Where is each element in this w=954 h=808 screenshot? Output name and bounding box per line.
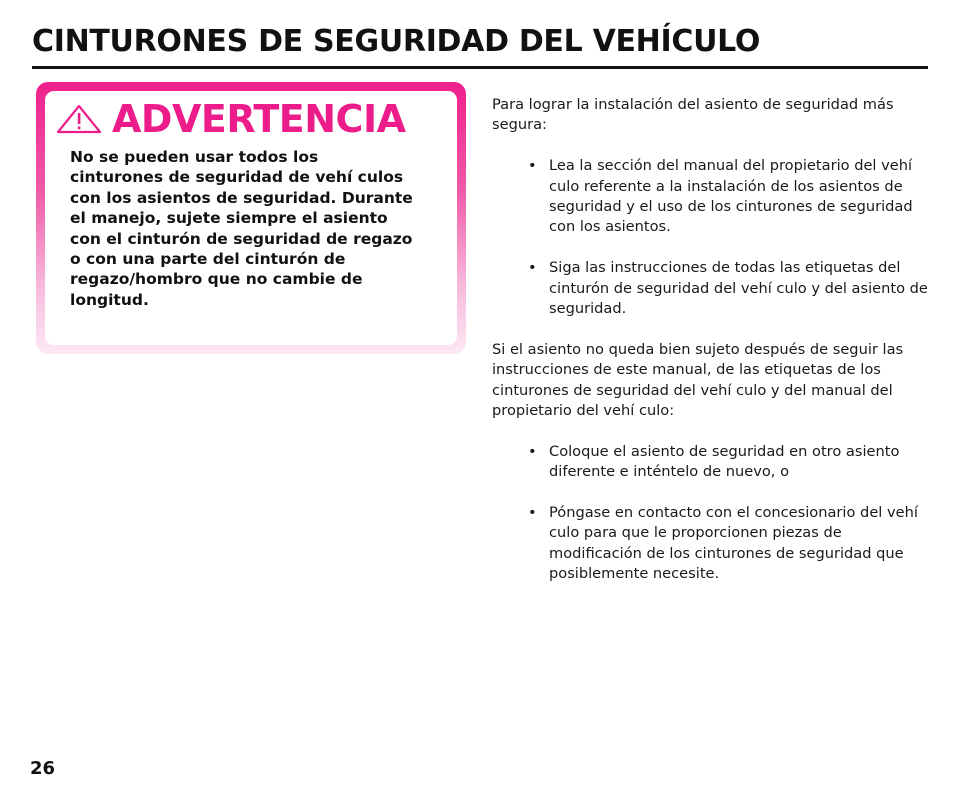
list-item [492,442,928,483]
bullet-icon: • [528,442,537,460]
bullet-icon: • [528,259,537,277]
list-item-text: Coloque el asiento de seguridad en otro asiento diferente e inténtelo de nuevo, o [549,442,900,481]
bullet-list-alternatives [492,442,928,585]
warning-title: ADVERTENCIA [112,97,406,141]
instructions-column [492,95,928,585]
list-item-text: Siga las instrucciones de todas las etiquetas del cinturón de seguridad del vehí culo y del asiento de seguridad. [549,259,928,318]
bullet-icon: • [528,157,537,175]
warning-text: No se pueden usar todos los cinturones de seguridad de vehí culos con los asientos de seguridad. Durante el manejo, sujete siempre el asiento con el cinturón de seguridad de regazo o con una parte del cinturón de regazo/hombro que no cambie de longitud. [70,148,413,309]
title-divider [32,66,928,69]
list-item [492,503,928,585]
secondary-paragraph: Si el asiento no queda bien sujeto después de seguir las instrucciones de este manual, de las etiquetas de los cinturones de seguridad del vehí culo y del manual del propietario del vehí culo: [492,340,904,420]
intro-paragraph: Para lograr la instalación del asiento de seguridad más segura: [492,96,894,134]
bullet-list-installation [492,156,928,319]
page-number: 26 [30,758,56,779]
list-item-text: Lea la sección del manual del propietario del vehí culo referente a la instalación de los asientos de seguridad y el uso de los cinturones de seguridad con los asientos. [549,157,913,236]
list-item [492,258,928,319]
list-item [492,156,928,238]
page-title: CINTURONES DE SEGURIDAD DEL VEHÍCULO [32,24,761,59]
list-item-text: Póngase en contacto con el concesionario del vehí culo para que le proporcionen piezas de modificación de los cinturones de seguridad que posiblemente necesite. [549,504,918,583]
warning-triangle-icon [56,104,102,134]
bullet-icon: • [528,504,537,522]
